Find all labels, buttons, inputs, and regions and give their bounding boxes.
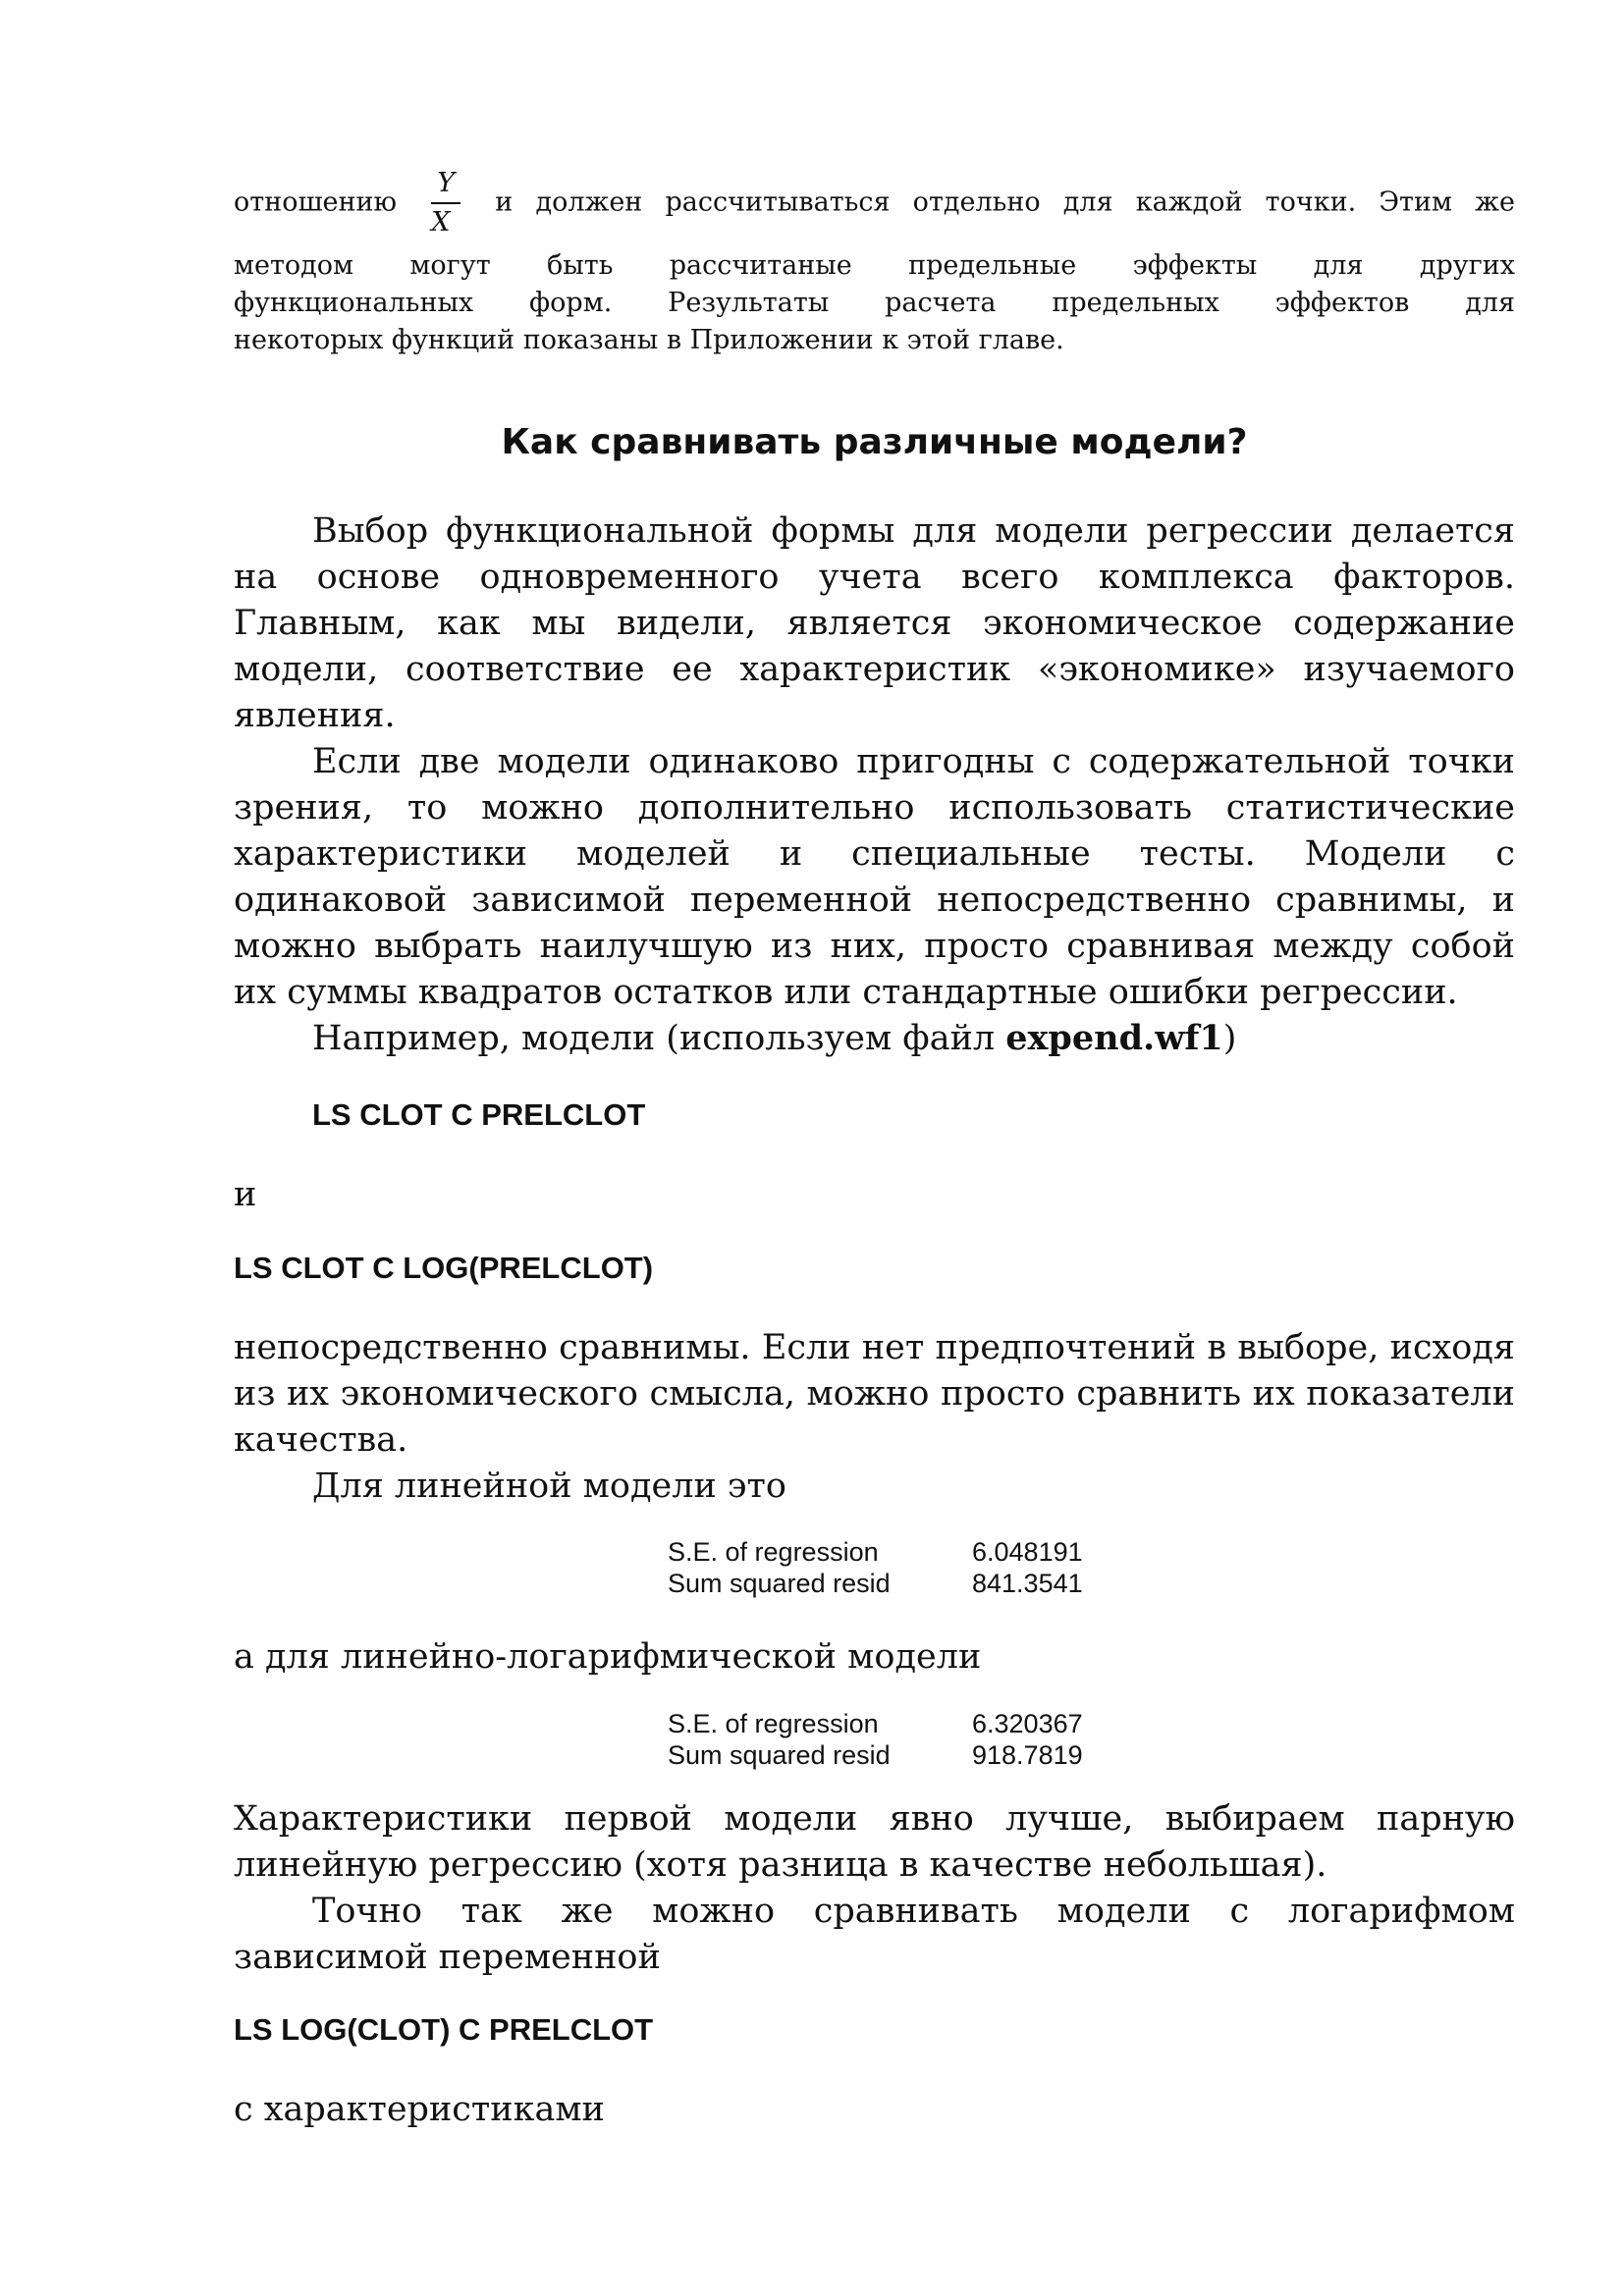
para1-line-2: на основе одновременного учета всего комплекса факторов. <box>234 558 1515 597</box>
para2-line-2: зрения, то можно дополнительно использовать статистические <box>234 788 1515 828</box>
stat-row-se-linear <box>668 1536 1083 1568</box>
para2-line-1: Если две модели одинаково пригодны с содержательной точки <box>312 742 1515 781</box>
stat-label: Sum squared resid <box>668 1740 891 1770</box>
para3-line-2: из их экономического смысла, можно просто сравнить их показатели <box>234 1374 1515 1414</box>
top-paragraph-line-3: функциональных форм. Результаты расчета предельных эффектов для <box>234 288 1515 318</box>
stat-value: 6.320367 <box>972 1709 1083 1738</box>
code-command-1: LS CLOT C PRELCLOT <box>312 1097 646 1132</box>
final-line: с характеристиками <box>234 2090 605 2129</box>
example-text-end: ) <box>1222 1019 1237 1058</box>
para1-line-5: явления. <box>234 696 396 735</box>
stat-row-ssr-linear <box>668 1568 1083 1599</box>
stat-value: 918.7819 <box>972 1740 1083 1770</box>
stat-value: 6.048191 <box>972 1537 1083 1567</box>
example-text: Например, модели (используем файл <box>312 1019 1006 1058</box>
code-command-3: LS LOG(CLOT) C PRELCLOT <box>234 2012 654 2047</box>
top-paragraph-line-2: методом могут быть рассчитаные предельные эффекты для других <box>234 250 1515 281</box>
para1-line-1: Выбор функциональной формы для модели регрессии делается <box>312 511 1515 551</box>
stat-label: Sum squared resid <box>668 1569 891 1598</box>
stat-row-se-linlog <box>668 1708 1083 1739</box>
stat-value: 841.3541 <box>972 1569 1083 1598</box>
para5-line-2: зависимой переменной <box>234 1938 661 1977</box>
stat-row-ssr-linlog <box>668 1739 1083 1771</box>
para1-line-3: Главным, как мы видели, является экономическое содержание <box>234 604 1515 643</box>
fraction-denominator: X <box>431 207 451 238</box>
example-line <box>312 1016 1515 1061</box>
code-command-2: LS CLOT C LOG(PRELCLOT) <box>234 1251 654 1285</box>
para4-line-2: линейную регрессию (хотя разница в качестве небольшая). <box>234 1845 1327 1885</box>
top-paragraph-line-4: некоторых функций показаны в Приложении к этой главе. <box>234 325 1064 355</box>
stat-label: S.E. of regression <box>668 1537 879 1567</box>
para2-line-5: можно выбрать наилучшую из них, просто сравнивая между собой <box>234 927 1515 966</box>
para2-line-6: их суммы квадратов остатков или стандартные ошибки регрессии. <box>234 973 1458 1012</box>
para3-line-1: непосредственно сравнимы. Если нет предпочтений в выборе, исходя <box>234 1328 1515 1367</box>
text-fragment: отношению <box>234 187 398 218</box>
fraction-numerator: Y <box>431 165 460 204</box>
para1-line-4: модели, соответствие ее характеристик «экономике» изучаемого <box>234 650 1515 689</box>
section-heading: Как сравнивать различные модели? <box>501 422 1248 462</box>
para2-line-4: одинаковой зависимой переменной непосредственно сравнимы, и <box>234 881 1515 920</box>
text-fragment: и должен рассчитываться отдельно для каждой точки. Этим же <box>495 187 1515 218</box>
conjunction-and: и <box>234 1175 257 1214</box>
stat-label: S.E. of regression <box>668 1709 879 1738</box>
para5-line-1: Точно так же можно сравнивать модели с логарифмом <box>312 1892 1515 1931</box>
linear-intro: Для линейной модели это <box>312 1467 786 1506</box>
para4-line-1: Характеристики первой модели явно лучше, выбираем парную <box>234 1799 1515 1839</box>
file-name: expend.wf1 <box>1005 1018 1223 1058</box>
para2-line-3: характеристики моделей и специальные тесты. Модели с <box>234 834 1515 874</box>
fraction-y-over-x <box>431 165 460 241</box>
linlog-intro: а для линейно-логарифмической модели <box>234 1637 982 1677</box>
para3-line-3: качества. <box>234 1420 408 1460</box>
top-paragraph-line-1 <box>234 165 1515 241</box>
